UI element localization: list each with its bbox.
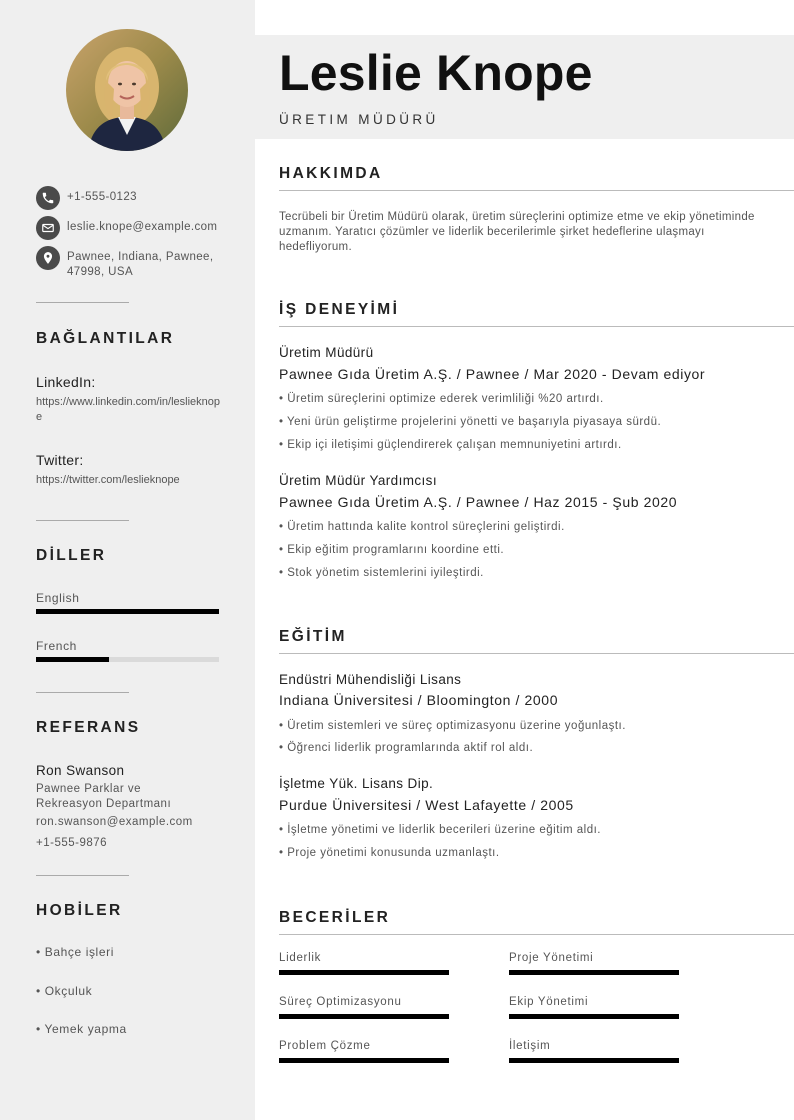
language-level-fill — [36, 609, 219, 614]
education-bullet: • Öğrenci liderlik programlarında aktif rol aldı. — [279, 742, 534, 754]
education-heading: EĞİTİM — [279, 628, 347, 645]
sidebar-divider — [36, 692, 129, 693]
address-text: Pawnee, Indiana, Pawnee, 47998, USA — [67, 251, 214, 278]
linkedin-link[interactable]: https://www.linkedin.com/in/leslieknope — [36, 396, 221, 423]
education-school: Indiana Üniversitesi / Bloomington / 2000 — [279, 692, 559, 708]
language-name: French — [36, 639, 77, 653]
phone-icon — [36, 186, 60, 210]
hobby-item: • Yemek yapma — [36, 1022, 127, 1036]
skill-name: Proje Yönetimi — [509, 952, 594, 964]
skill-level-bar — [279, 1014, 449, 1019]
reference-heading: REFERANS — [36, 719, 141, 736]
job-bullet: • Ekip içi iletişimi güçlendirerek çalışan memnuniyetini artırdı. — [279, 439, 622, 451]
job-role: Üretim Müdürü — [279, 345, 374, 360]
reference-phone: +1-555-9876 — [36, 837, 108, 849]
skill-level-bar — [509, 1014, 679, 1019]
education-school: Purdue Üniversitesi / West Lafayette / 2005 — [279, 797, 574, 813]
skill-name: Süreç Optimizasyonu — [279, 996, 402, 1008]
skill-level-bar — [279, 970, 449, 975]
skill-name: Ekip Yönetimi — [509, 996, 589, 1008]
language-level-bar — [36, 609, 219, 614]
hobbies-heading: HOBİLER — [36, 902, 123, 919]
contact-address — [36, 250, 217, 280]
job-role: Üretim Müdür Yardımcısı — [279, 473, 437, 488]
education-bullet: • Üretim sistemleri ve süreç optimizasyonu üzerine yoğunlaştı. — [279, 720, 626, 732]
sidebar-divider — [36, 875, 129, 876]
reference-org-line2: Rekreasyon Departmanı — [36, 798, 172, 810]
reference-org-line1: Pawnee Parklar ve — [36, 783, 142, 795]
section-rule — [279, 326, 794, 327]
languages-heading: DİLLER — [36, 547, 107, 564]
linkedin-label: LinkedIn: — [36, 374, 96, 390]
reference-email[interactable]: ron.swanson@example.com — [36, 816, 193, 828]
section-rule — [279, 934, 794, 935]
job-company: Pawnee Gıda Üretim A.Ş. / Pawnee / Mar 2020 - Devam ediyor — [279, 366, 706, 382]
links-heading: BAĞLANTILAR — [36, 330, 175, 347]
skill-name: İletişim — [509, 1040, 551, 1052]
job-company: Pawnee Gıda Üretim A.Ş. / Pawnee / Haz 2015 - Şub 2020 — [279, 494, 678, 510]
email-text[interactable]: leslie.knope@example.com — [67, 221, 218, 233]
person-title: ÜRETIM MÜDÜRÜ — [279, 112, 439, 127]
phone-text: +1-555-0123 — [67, 191, 137, 203]
about-heading: HAKKIMDA — [279, 165, 383, 182]
skill-level-bar — [509, 1058, 679, 1063]
job-bullet: • Üretim hattında kalite kontrol süreçlerini geliştirdi. — [279, 521, 565, 533]
skill-level-bar — [279, 1058, 449, 1063]
job-bullet: • Üretim süreçlerini optimize ederek verimliliği %20 artırdı. — [279, 393, 604, 405]
about-text: Tecrübeli bir Üretim Müdürü olarak, üretim süreçlerini optimize etme ve ekip yönetiminde uzmanım. Yaratıcı çözümler ve liderlik becerilerimle şirket hedeflerine ulaşmayı hedefliyorum. — [279, 211, 755, 253]
sidebar-divider — [36, 302, 129, 303]
education-degree: Endüstri Mühendisliği Lisans — [279, 672, 462, 687]
person-name: Leslie Knope — [279, 45, 593, 101]
skill-name: Liderlik — [279, 952, 322, 964]
section-rule — [279, 653, 794, 654]
avatar — [66, 29, 188, 151]
education-degree: İşletme Yük. Lisans Dip. — [279, 776, 434, 791]
twitter-label: Twitter: — [36, 452, 84, 468]
job-bullet: • Ekip eğitim programlarını koordine etti. — [279, 544, 505, 556]
section-rule — [279, 190, 794, 191]
contact-phone — [36, 190, 217, 210]
hobby-item: • Bahçe işleri — [36, 945, 114, 959]
hobby-item: • Okçuluk — [36, 984, 93, 998]
education-bullet: • İşletme yönetimi ve liderlik becerileri üzerine eğitim aldı. — [279, 824, 601, 836]
language-name: English — [36, 591, 80, 605]
language-level-bar — [36, 657, 219, 662]
skill-name: Problem Çözme — [279, 1040, 371, 1052]
reference-name: Ron Swanson — [36, 763, 125, 778]
sidebar-divider — [36, 520, 129, 521]
location-pin-icon — [36, 246, 60, 270]
skill-level-bar — [509, 970, 679, 975]
job-bullet: • Yeni ürün geliştirme projelerini yönetti ve başarıyla piyasaya sürdü. — [279, 416, 662, 428]
education-bullet: • Proje yönetimi konusunda uzmanlaştı. — [279, 847, 500, 859]
email-icon — [36, 216, 60, 240]
job-bullet: • Stok yönetim sistemlerini iyileştirdi. — [279, 567, 484, 579]
skills-heading: BECERİLER — [279, 909, 391, 926]
contact-email — [36, 220, 217, 240]
sidebar — [0, 0, 255, 1120]
language-level-fill — [36, 657, 109, 662]
twitter-link[interactable]: https://twitter.com/leslieknope — [36, 474, 180, 486]
experience-heading: İŞ DENEYİMİ — [279, 301, 400, 318]
